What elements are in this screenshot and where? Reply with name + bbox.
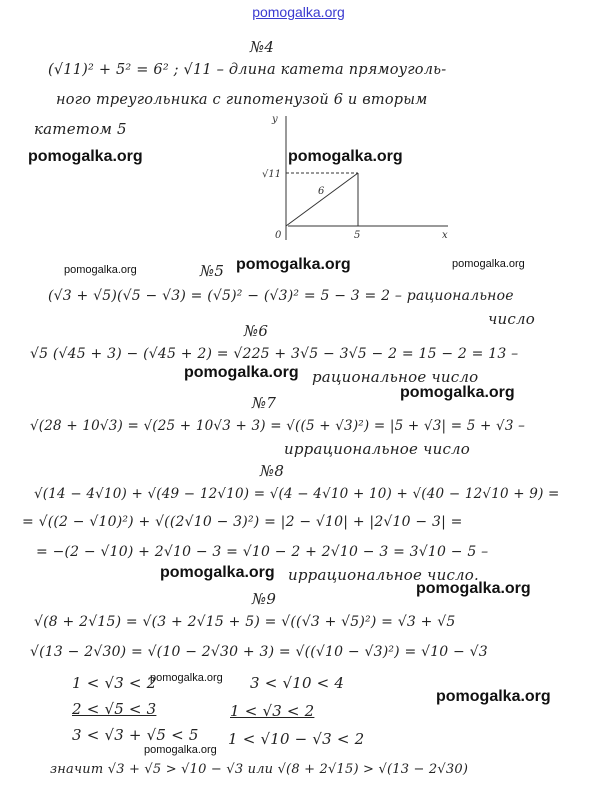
estimate-left-2: 2 < √5 < 3 <box>72 700 157 718</box>
watermark[interactable]: pomogalka.org <box>160 564 275 581</box>
problem-8-line-2: = √((2 − √10)²) + √((2√10 − 3)²) = |2 − √10| + |2√10 − 3| = <box>22 514 463 530</box>
problem-8-line-1: √(14 − 4√10) + √(49 − 12√10) = √(4 − 4√10 + 10) + √(40 − 12√10 + 9) = <box>34 486 560 502</box>
watermark[interactable]: pomogalka.org <box>28 148 143 165</box>
watermark[interactable]: pomogalka.org <box>452 258 525 270</box>
watermark[interactable]: pomogalka.org <box>236 256 351 273</box>
problem-9-conclusion: значит √3 + √5 > √10 − √3 или √(8 + 2√15) > √(13 − 2√30) <box>50 762 469 777</box>
hypotenuse-label: 6 <box>318 186 325 197</box>
estimate-left-3: 3 < √3 + √5 < 5 <box>72 726 199 744</box>
x-mark-label: 5 <box>354 230 361 241</box>
problem-8-number: №8 <box>259 462 285 480</box>
watermark[interactable]: pomogalka.org <box>400 384 515 401</box>
origin-label: 0 <box>275 230 282 241</box>
problem-6-number: №6 <box>243 322 269 340</box>
problem-4-line-2: ного треугольника с гипотенузой 6 и вторым <box>56 92 428 108</box>
problem-4-number: №4 <box>249 38 275 56</box>
watermark[interactable]: pomogalka.org <box>144 744 217 756</box>
y-axis-label: y <box>272 114 278 125</box>
problem-5-number: №5 <box>199 262 225 280</box>
problem-4-line-3: катетом 5 <box>34 120 127 138</box>
estimate-right-2: 1 < √3 < 2 <box>230 702 315 720</box>
watermark[interactable]: pomogalka.org <box>150 672 223 684</box>
x-axis-label: x <box>442 230 448 241</box>
problem-6-line-1: √5 (√45 + 3) − (√45 + 2) = √225 + 3√5 − 3√5 − 2 = 15 − 2 = 13 – <box>30 346 519 362</box>
watermark[interactable]: pomogalka.org <box>184 364 299 381</box>
triangle-graph <box>258 108 458 248</box>
watermark[interactable]: pomogalka.org <box>416 580 531 597</box>
problem-8-line-4: иррациональное число. <box>288 566 480 584</box>
watermark-top[interactable]: pomogalka.org <box>252 4 345 20</box>
hypotenuse <box>286 173 358 226</box>
problem-4-line-1: (√11)² + 5² = 6² ; √11 – длина катета прямоуголь- <box>48 62 447 78</box>
watermark[interactable]: pomogalka.org <box>288 148 403 165</box>
problem-7-line-2: иррациональное число <box>284 440 471 458</box>
problem-5-line-1: (√3 + √5)(√5 − √3) = (√5)² − (√3)² = 5 − 3 = 2 – рациональное <box>48 288 514 304</box>
estimate-left-1: 1 < √3 < 2 <box>72 674 157 692</box>
problem-8-line-3: = −(2 − √10) + 2√10 − 3 = √10 − 2 + 2√10 − 3 = 3√10 − 5 – <box>36 544 489 560</box>
y-mark-label: √11 <box>262 169 282 180</box>
problem-9-line-1: √(8 + 2√15) = √(3 + 2√15 + 5) = √((√3 + √5)²) = √3 + √5 <box>34 614 456 630</box>
problem-6-line-2: рациональное число <box>312 368 479 386</box>
problem-9-number: №9 <box>251 590 277 608</box>
estimate-right-1: 3 < √10 < 4 <box>250 674 345 692</box>
problem-7-number: №7 <box>251 394 277 412</box>
estimate-right-3: 1 < √10 − √3 < 2 <box>228 730 365 748</box>
problem-9-line-2: √(13 − 2√30) = √(10 − 2√30 + 3) = √((√10 − √3)²) = √10 − √3 <box>30 644 488 660</box>
watermark[interactable]: pomogalka.org <box>436 688 551 705</box>
watermark[interactable]: pomogalka.org <box>64 264 137 276</box>
problem-7-line-1: √(28 + 10√3) = √(25 + 10√3 + 3) = √((5 + √3)²) = |5 + √3| = 5 + √3 – <box>30 418 526 434</box>
problem-5-line-2: число <box>488 310 535 328</box>
